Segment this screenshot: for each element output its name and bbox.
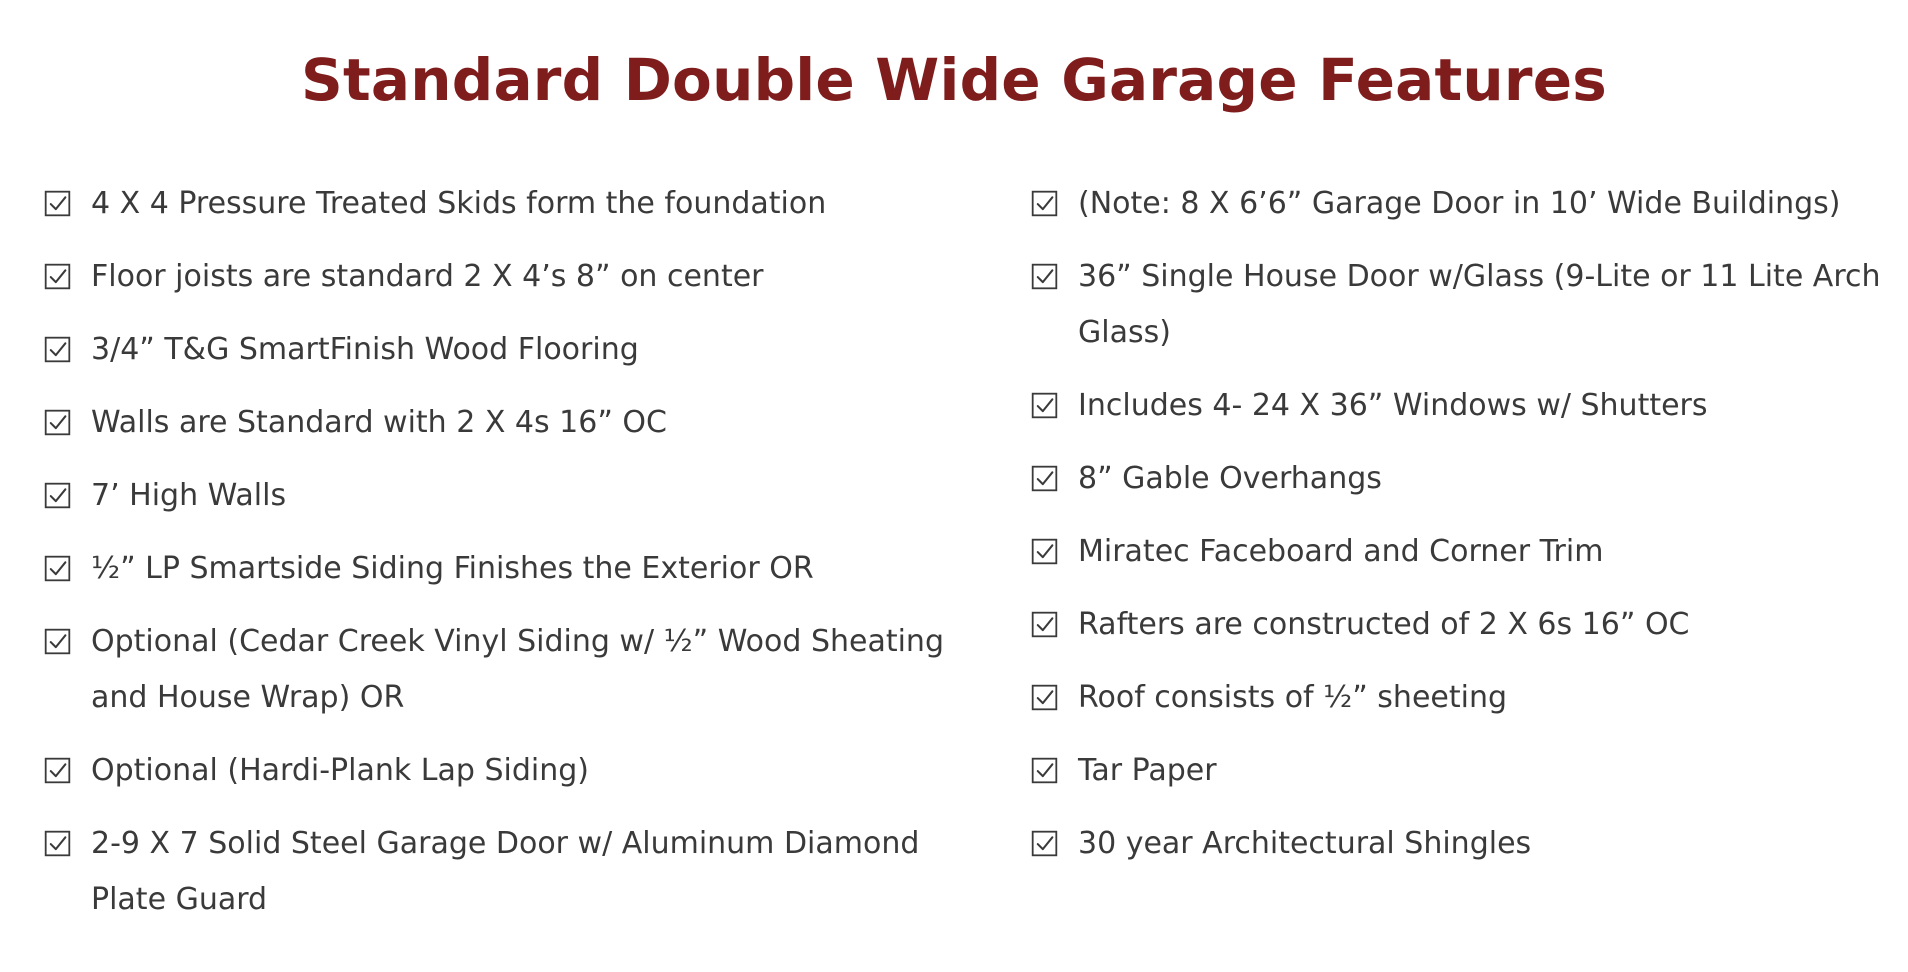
feature-item bbox=[1027, 176, 1887, 232]
feature-item bbox=[1027, 597, 1887, 653]
feature-text: 2-9 X 7 Solid Steel Garage Door w/ Aluminum Diamond Plate Guard bbox=[91, 826, 920, 917]
checkbox-checked-icon bbox=[44, 190, 71, 217]
feature-text: (Note: 8 X 6’6” Garage Door in 10’ Wide Buildings) bbox=[1078, 186, 1841, 221]
feature-item bbox=[40, 468, 945, 524]
checkbox-checked-icon bbox=[44, 628, 71, 655]
feature-text: Optional (Cedar Creek Vinyl Siding w/ ½” Wood Sheating and House Wrap) OR bbox=[91, 624, 944, 715]
feature-item bbox=[40, 176, 945, 232]
feature-item bbox=[1027, 670, 1887, 726]
checkbox-checked-icon bbox=[1031, 465, 1058, 492]
checkbox-checked-icon bbox=[1031, 830, 1058, 857]
checkbox-checked-icon bbox=[44, 757, 71, 784]
feature-text: 36” Single House Door w/Glass (9-Lite or 11 Lite Arch Glass) bbox=[1078, 259, 1881, 350]
feature-text: 8” Gable Overhangs bbox=[1078, 461, 1382, 496]
feature-item bbox=[1027, 524, 1887, 580]
checkbox-checked-icon bbox=[44, 263, 71, 290]
checkbox-checked-icon bbox=[1031, 757, 1058, 784]
feature-item bbox=[1027, 816, 1887, 872]
checkbox-checked-icon bbox=[44, 409, 71, 436]
feature-text: 30 year Architectural Shingles bbox=[1078, 826, 1532, 861]
feature-item bbox=[1027, 743, 1887, 799]
page-title: Standard Double Wide Garage Features bbox=[301, 46, 1607, 114]
feature-text: ½” LP Smartside Siding Finishes the Exterior OR bbox=[91, 551, 814, 586]
feature-text: Floor joists are standard 2 X 4’s 8” on center bbox=[91, 259, 764, 294]
feature-item bbox=[1027, 378, 1887, 434]
features-list-right bbox=[1027, 176, 1887, 889]
checkbox-checked-icon bbox=[1031, 263, 1058, 290]
feature-item bbox=[40, 743, 945, 799]
feature-item bbox=[40, 614, 945, 726]
feature-text: Roof consists of ½” sheeting bbox=[1078, 680, 1508, 715]
checkbox-checked-icon bbox=[44, 555, 71, 582]
feature-text: 7’ High Walls bbox=[91, 478, 287, 513]
feature-item bbox=[40, 816, 945, 928]
checkbox-checked-icon bbox=[1031, 190, 1058, 217]
features-list-left bbox=[40, 176, 945, 945]
feature-text: Walls are Standard with 2 X 4s 16” OC bbox=[91, 405, 667, 440]
feature-item bbox=[40, 249, 945, 305]
feature-text: 3/4” T&G SmartFinish Wood Flooring bbox=[91, 332, 639, 367]
checkbox-checked-icon bbox=[44, 482, 71, 509]
checkbox-checked-icon bbox=[1031, 684, 1058, 711]
feature-item bbox=[40, 541, 945, 597]
checkbox-checked-icon bbox=[44, 336, 71, 363]
feature-text: 4 X 4 Pressure Treated Skids form the foundation bbox=[91, 186, 827, 221]
feature-item bbox=[1027, 249, 1887, 361]
feature-item bbox=[40, 395, 945, 451]
feature-text: Optional (Hardi-Plank Lap Siding) bbox=[91, 753, 589, 788]
checkbox-checked-icon bbox=[1031, 392, 1058, 419]
feature-text: Miratec Faceboard and Corner Trim bbox=[1078, 534, 1604, 569]
feature-text: Rafters are constructed of 2 X 6s 16” OC bbox=[1078, 607, 1690, 642]
checkbox-checked-icon bbox=[1031, 538, 1058, 565]
feature-text: Includes 4- 24 X 36” Windows w/ Shutters bbox=[1078, 388, 1708, 423]
feature-item bbox=[1027, 451, 1887, 507]
feature-item bbox=[40, 322, 945, 378]
checkbox-checked-icon bbox=[44, 830, 71, 857]
feature-text: Tar Paper bbox=[1078, 753, 1217, 788]
checkbox-checked-icon bbox=[1031, 611, 1058, 638]
